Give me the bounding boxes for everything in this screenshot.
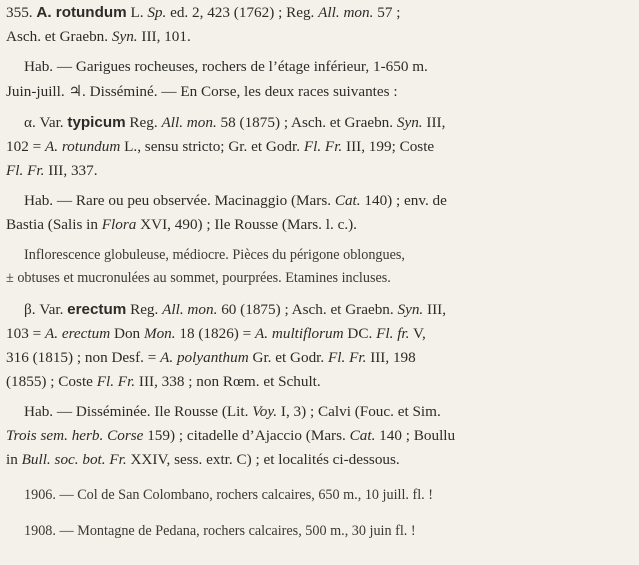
variety-beta-synonymy-end: (1855) ; Coste Fl. Fr. III, 338 ; non Rœm. et Schult. xyxy=(6,373,321,390)
variety-beta-synonymy-continuation: 316 (1815) ; non Desf. = A. polyanthum Gr. et Godr. Fl. Fr. III, 198 xyxy=(6,349,416,366)
variety-alpha-synonymy: 102 = A. rotundum L., sensu stricto; Gr. et Godr. Fl. Fr. III, 199; Coste xyxy=(6,138,435,155)
species-reference-line: Asch. et Graebn. Syn. III, 101. xyxy=(6,28,191,45)
variety-beta-habitat-end: in Bull. soc. bot. Fr. XXIV, sess. extr. C) ; et localités ci-dessous. xyxy=(6,451,400,468)
variety-alpha-name: typicum xyxy=(67,114,126,131)
variety-beta-habitat: Hab. — Disséminée. Ile Rousse (Lit. Voy. I, 3) ; Calvi (Fouc. et Sim. xyxy=(24,403,441,420)
species-number: 355. xyxy=(6,4,37,21)
species-habitat-line: Hab. — Garigues rocheuses, rochers de l’étage inférieur, 1-650 m. xyxy=(24,58,428,75)
species-heading-line: 355. A. rotundum L. Sp. ed. 2, 423 (1762) ; Reg. All. mon. 57 ; xyxy=(6,4,401,21)
variety-alpha-description: Inflorescence globuleuse, médiocre. Pièces du périgone oblongues, xyxy=(24,247,405,263)
locality-1908: 1908. — Montagne de Pedana, rochers calcaires, 500 m., 30 juin fl. ! xyxy=(24,523,416,539)
variety-beta-heading: β. Var. erectum Reg. All. mon. 60 (1875) ; Asch. et Graebn. Syn. III, xyxy=(24,301,447,318)
species-habitat-continuation: Juin-juill. ♃. Disséminé. — En Corse, les deux races suivantes : xyxy=(6,83,398,100)
species-name: A. rotundum xyxy=(36,4,127,21)
locality-1906: 1906. — Col de San Colombano, rochers calcaires, 650 m., 10 juill. fl. ! xyxy=(24,487,433,503)
variety-alpha-heading: α. Var. typicum Reg. All. mon. 58 (1875) ; Asch. et Graebn. Syn. III, xyxy=(24,114,446,131)
variety-alpha-habitat: Hab. — Rare ou peu observée. Macinaggio (Mars. Cat. 140) ; env. de xyxy=(24,192,447,209)
variety-alpha-description-continuation: ± obtuses et mucronulées au sommet, pourprées. Etamines incluses. xyxy=(6,270,391,286)
variety-alpha-synonymy-end: Fl. Fr. III, 337. xyxy=(6,162,98,179)
variety-beta-habitat-continuation: Trois sem. herb. Corse 159) ; citadelle d’Ajaccio (Mars. Cat. 140 ; Boullu xyxy=(6,427,456,444)
variety-beta-name: erectum xyxy=(67,301,127,318)
variety-alpha-habitat-continuation: Bastia (Salis in Flora XVI, 490) ; Ile Rousse (Mars. l. c.). xyxy=(6,216,357,233)
variety-beta-synonymy: 103 = A. erectum Don Mon. 18 (1826) = A. multiflorum DC. Fl. fr. V, xyxy=(6,325,426,342)
